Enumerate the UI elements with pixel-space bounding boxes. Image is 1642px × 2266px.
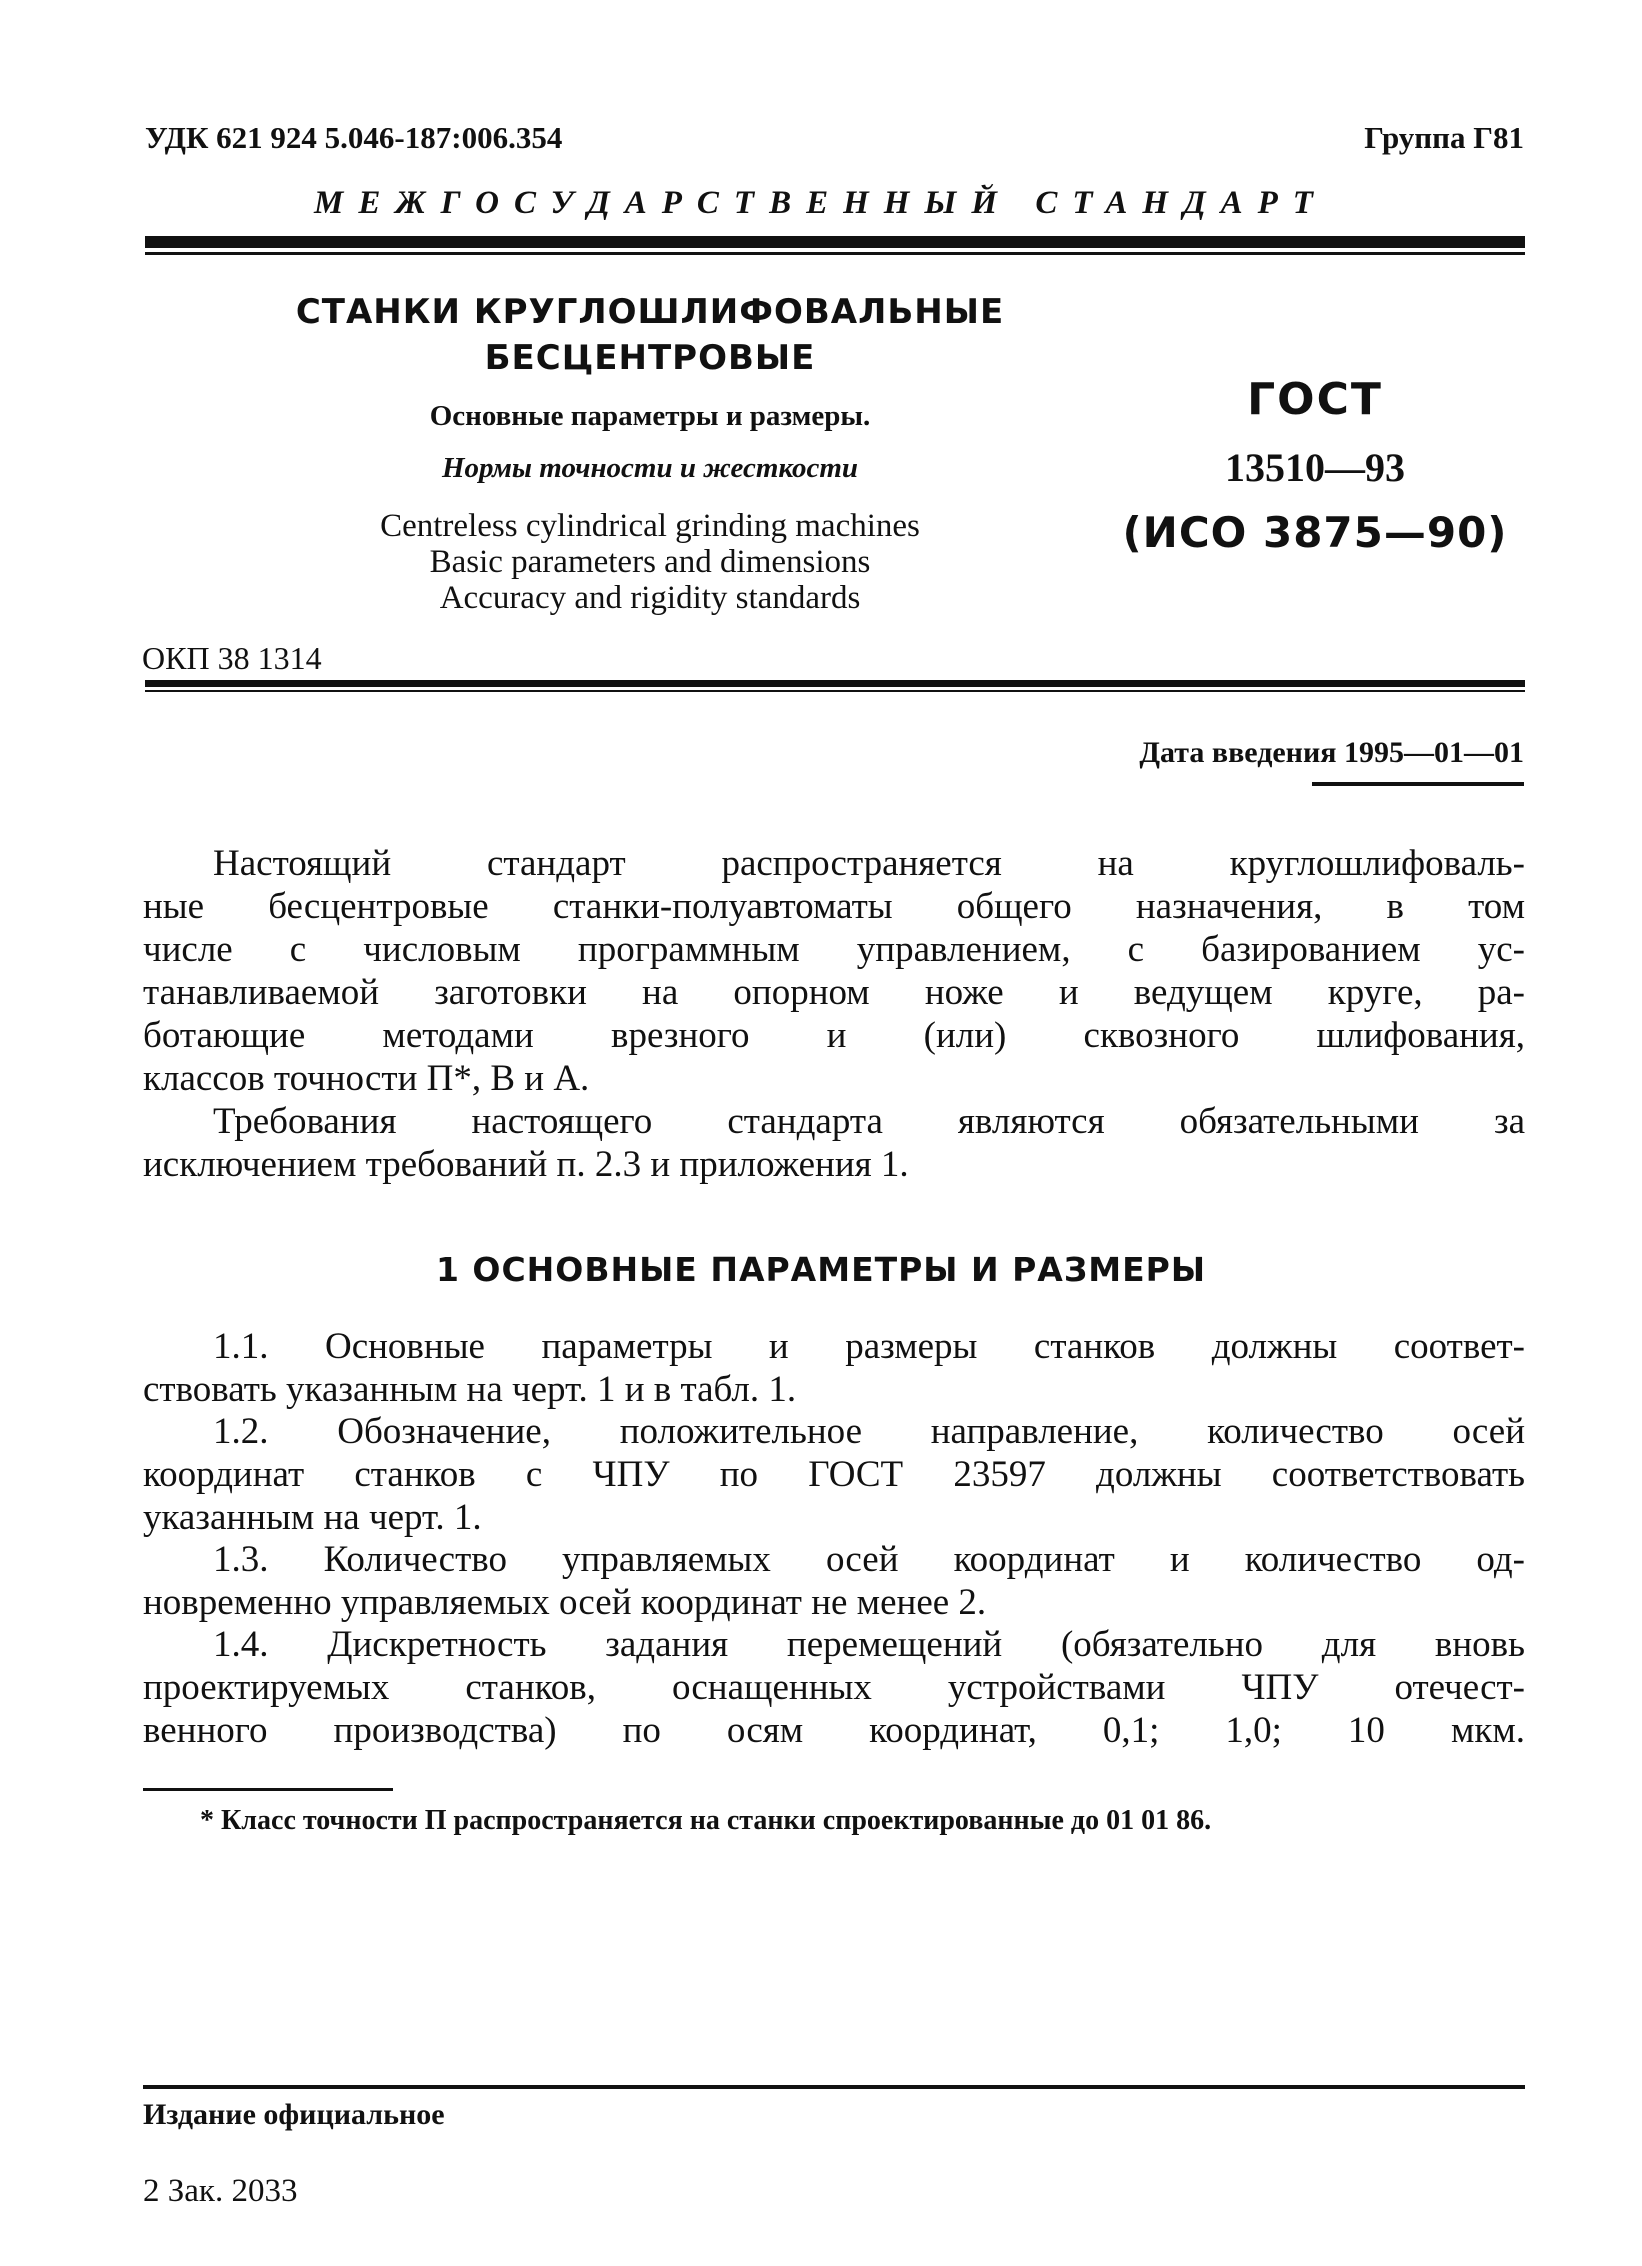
interstate-standard-label: МЕЖГОСУДАРСТВЕННЫЙ СТАНДАРТ	[314, 185, 1328, 221]
text-line: танавливаемой заготовки на опорном ноже и ведущем круге, ра-	[143, 972, 1525, 1013]
text-line: новременно управляемых осей координат не менее 2.	[143, 1582, 987, 1623]
header-thin-rule	[145, 252, 1525, 255]
footnote: * Класс точности П распространяется на станки спроектированные до 01 01 86.	[200, 1805, 1212, 1836]
clause-1-2	[143, 1410, 1525, 1539]
text-line: ствовать указанным на черт. 1 и в табл. 1.	[143, 1369, 797, 1410]
official-edition-label: Издание официальное	[143, 2098, 445, 2131]
text-line: венного производства) по осям координат, 0,1; 1,0; 10 мкм.	[143, 1710, 1525, 1751]
udc-code: УДК 621 924 5.046-187:006.354	[145, 120, 563, 155]
text-line: числе с числовым программным управлением, с базированием ус-	[143, 929, 1525, 970]
subtitle-line-1: Основные параметры и размеры.	[429, 400, 871, 432]
intro-paragraph-1	[143, 842, 1525, 1100]
title-line-1: СТАНКИ КРУГЛОШЛИФОВАЛЬНЫЕ	[295, 292, 1005, 332]
footer-rule	[143, 2085, 1525, 2089]
date-underline	[1312, 782, 1524, 786]
title-block-thin-rule	[145, 690, 1525, 692]
order-number: 2 Зак. 2033	[143, 2173, 298, 2209]
text-line: ботающие методами врезного и (или) сквозного шлифования,	[143, 1015, 1525, 1056]
okp-code: ОКП 38 1314	[142, 640, 322, 676]
subtitle-line-2: Нормы точности и жесткости	[441, 452, 859, 484]
clause-1-3	[143, 1538, 1525, 1624]
footnote-separator	[143, 1788, 393, 1791]
text-line: 1.4. Дискретность задания перемещений (обязательно для вновь	[213, 1624, 1525, 1665]
text-line: 1.1. Основные параметры и размеры станков должны соответ-	[213, 1326, 1525, 1367]
clause-1-4	[143, 1623, 1525, 1752]
english-title-line-1: Centreless cylindrical grinding machines	[380, 508, 920, 544]
iso-reference: (ИСО 3875—90)	[1122, 508, 1508, 557]
clause-1-1	[143, 1325, 1525, 1411]
gost-label: ГОСТ	[1247, 374, 1383, 425]
text-line: проектируемых станков, оснащенных устройствами ЧПУ отечест-	[143, 1667, 1525, 1708]
text-line: исключением требований п. 2.3 и приложения 1.	[143, 1144, 909, 1185]
text-line: Настоящий стандарт распространяется на круглошлифоваль-	[213, 843, 1525, 884]
header-thick-rule	[145, 236, 1525, 248]
text-line: 1.3. Количество управляемых осей координат и количество од-	[213, 1539, 1525, 1580]
text-line: координат станков с ЧПУ по ГОСТ 23597 должны соответствовать	[143, 1454, 1525, 1495]
title-line-2: БЕСЦЕНТРОВЫЕ	[484, 338, 816, 378]
text-line: указанным на черт. 1.	[143, 1497, 482, 1538]
english-title-line-2: Basic parameters and dimensions	[429, 544, 871, 580]
english-title-line-3: Accuracy and rigidity standards	[439, 580, 861, 616]
gost-number: 13510—93	[1225, 445, 1405, 490]
section-1-heading: 1 ОСНОВНЫЕ ПАРАМЕТРЫ И РАЗМЕРЫ	[435, 1250, 1207, 1289]
introduction-date: Дата введения 1995—01—01	[1139, 736, 1524, 769]
text-line: ные бесцентровые станки-полуавтоматы общего назначения, в том	[143, 886, 1525, 927]
intro-paragraph-2	[143, 1100, 1525, 1186]
text-line: 1.2. Обозначение, положительное направление, количество осей	[213, 1411, 1525, 1452]
text-line: Требования настоящего стандарта являются обязательными за	[213, 1101, 1525, 1142]
title-block-thick-rule	[145, 680, 1525, 687]
text-line: классов точности П*, В и А.	[143, 1058, 590, 1099]
group-code: Группа Г81	[1364, 120, 1524, 155]
